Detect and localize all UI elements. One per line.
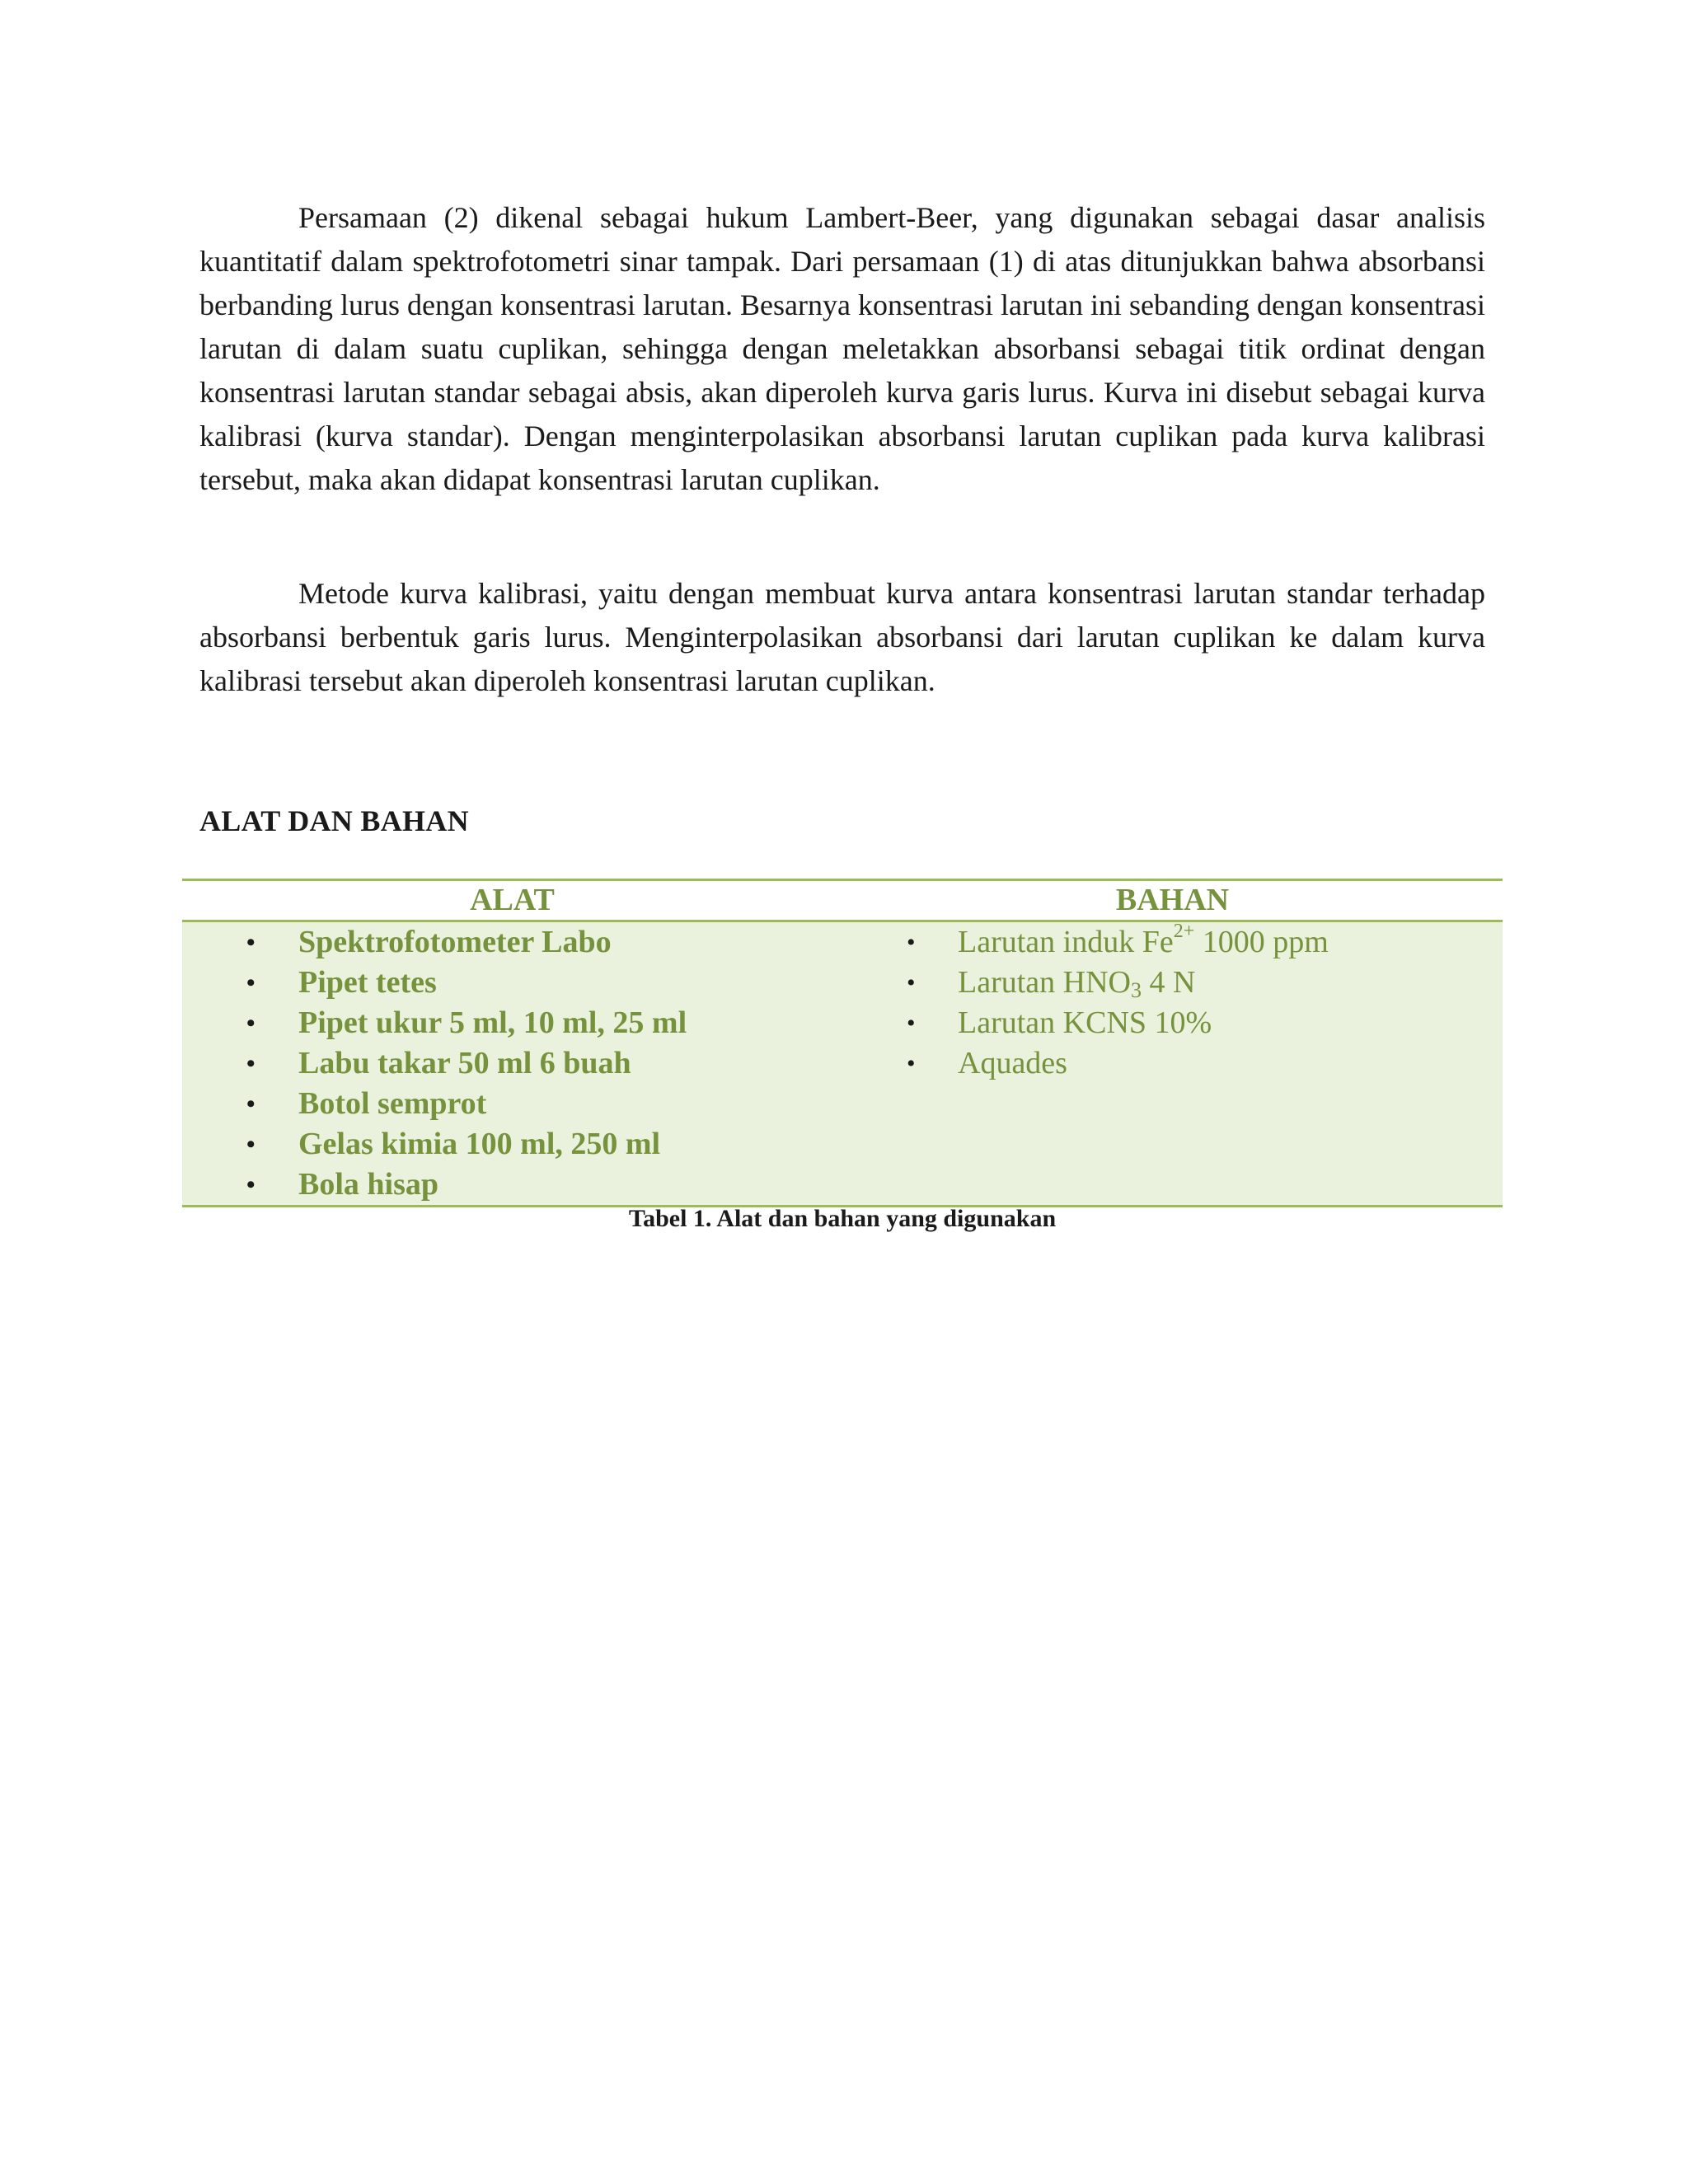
- table-caption: Tabel 1. Alat dan bahan yang digunakan: [628, 1205, 1057, 1232]
- bullet-icon: •: [246, 1010, 256, 1037]
- bullet-icon: •: [246, 1171, 256, 1198]
- list-item: [182, 1003, 842, 1043]
- bullet-icon: •: [907, 929, 916, 956]
- list-item: [182, 922, 842, 963]
- equipment-table: [182, 879, 1503, 1207]
- bullet-icon: •: [246, 969, 256, 996]
- bullet-icon: •: [246, 929, 256, 956]
- alat-item-label: Labu takar 50 ml 6 buah: [298, 1046, 631, 1080]
- bullet-icon: •: [907, 1010, 916, 1037]
- section-heading: ALAT DAN BAHAN: [199, 804, 469, 837]
- bahan-item-label: [958, 921, 1329, 959]
- alat-list: [182, 922, 842, 1205]
- list-item: [182, 1043, 842, 1084]
- bahan-text: Larutan HNO: [958, 965, 1131, 1000]
- bahan-list: [842, 922, 1503, 1084]
- paragraph-lambert-beer: Persamaan (2) dikenal sebagai hukum Lambert-Beer, yang digunakan sebagai dasar analisis kuantitatif dalam spektrofotometri sinar tampak. Dari persamaan (1) di atas ditunjukkan bahwa absorbansi berbanding lurus dengan konsentrasi larutan. Besarnya konsentrasi larutan ini sebanding dengan konsentrasi larutan di dalam suatu cuplikan, sehingga dengan meletakkan absorbansi sebagai titik ordinat dengan konsentrasi larutan standar sebagai absis, akan diperoleh kurva garis lurus. Kurva ini disebut sebagai kurva kalibrasi (kurva standar). Dengan menginterpolasikan absorbansi larutan cuplikan pada kurva kalibrasi tersebut, maka akan didapat konsentrasi larutan cuplikan.: [199, 201, 1485, 496]
- bahan-item-label: Aquades: [958, 1046, 1067, 1080]
- bahan-text: 1000 ppm: [1194, 925, 1329, 959]
- charge-superscript: 2+: [1173, 921, 1195, 942]
- bahan-cell: [842, 921, 1503, 1207]
- bahan-text: Larutan induk Fe: [958, 925, 1174, 959]
- list-item: [842, 1043, 1503, 1084]
- column-header-bahan: BAHAN: [842, 880, 1503, 921]
- alat-item-label: Pipet tetes: [298, 965, 437, 1000]
- alat-item-label: Botol semprot: [298, 1086, 487, 1121]
- list-item: [182, 1124, 842, 1165]
- column-header-alat: ALAT: [182, 880, 842, 921]
- formula-subscript: 3: [1130, 978, 1142, 1002]
- paragraph-metode-kurva: Metode kurva kalibrasi, yaitu dengan membuat kurva antara konsentrasi larutan standar terhadap absorbansi berbentuk garis lurus. Menginterpolasikan absorbansi dari larutan cuplikan ke dalam kurva kalibrasi tersebut akan diperoleh konsentrasi larutan cuplikan.: [199, 577, 1485, 697]
- bullet-icon: •: [246, 1131, 256, 1158]
- list-item: [842, 963, 1503, 1003]
- bullet-icon: •: [246, 1090, 256, 1118]
- list-item: [182, 963, 842, 1003]
- alat-item-label: Pipet ukur 5 ml, 10 ml, 25 ml: [298, 1005, 687, 1040]
- alat-item-label: Spektrofotometer Labo: [298, 925, 612, 959]
- alat-cell: [182, 921, 842, 1207]
- bahan-item-label: Larutan KCNS 10%: [958, 1005, 1212, 1040]
- bullet-icon: •: [246, 1050, 256, 1077]
- list-item: [182, 1084, 842, 1124]
- list-item: [182, 1165, 842, 1205]
- alat-item-label: Bola hisap: [298, 1167, 439, 1202]
- bahan-item-label: [958, 965, 1195, 1000]
- list-item: [842, 1003, 1503, 1043]
- alat-item-label: Gelas kimia 100 ml, 250 ml: [298, 1127, 661, 1161]
- bullet-icon: •: [907, 1050, 916, 1077]
- list-item: [842, 922, 1503, 963]
- bahan-text: 4 N: [1141, 965, 1196, 1000]
- bullet-icon: •: [907, 969, 916, 996]
